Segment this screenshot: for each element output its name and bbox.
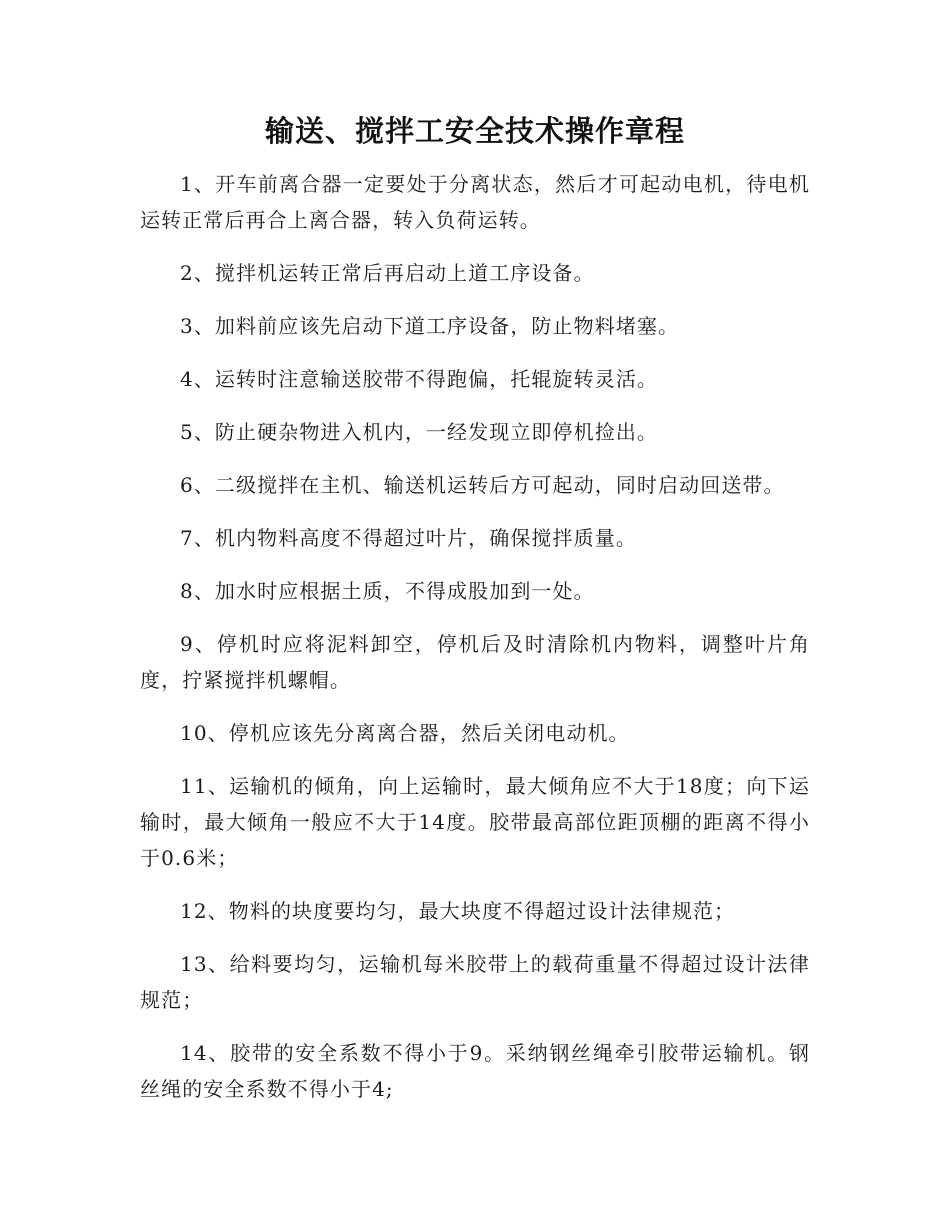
paragraph-7: 7、机内物料高度不得超过叶片，确保搅拌质量。 <box>180 526 637 550</box>
paragraph-1: 1、开车前离合器一定要处于分离状态，然后才可起动电机，待电机运转正常后再合上离合器，转入负荷运转。 <box>140 172 810 232</box>
paragraph-6: 6、二级搅拌在主机、输送机运转后方可起动，同时启动回送带。 <box>180 473 785 497</box>
document-title: 输送、搅拌工安全技术操作章程 <box>264 114 685 148</box>
paragraph-4: 4、运转时注意输送胶带不得跑偏，托辊旋转灵活。 <box>180 367 659 391</box>
document-page <box>140 108 810 1124</box>
paragraph-13: 13、给料要均匀，运输机每米胶带上的载荷重量不得超过设计法律规范； <box>140 952 810 1012</box>
paragraph-2: 2、搅拌机运转正常后再启动上道工序设备。 <box>180 261 595 285</box>
paragraph-11: 11、运输机的倾角，向上运输时，最大倾角应不大于18度；向下运输时，最大倾角一般应不大于14度。胶带最高部位距顶棚的距离不得小于0.6米； <box>140 774 810 870</box>
paragraph-5: 5、防止硬杂物进入机内，一经发现立即停机捡出。 <box>180 420 659 444</box>
paragraph-10: 10、停机应该先分离离合器，然后关闭电动机。 <box>180 721 630 745</box>
paragraph-9: 9、停机时应将泥料卸空，停机后及时清除机内物料，调整叶片角度，拧紧搅拌机螺帽。 <box>140 632 810 692</box>
paragraph-12: 12、物料的块度要均匀，最大块度不得超过设计法律规范； <box>180 899 736 923</box>
document-body <box>140 166 810 1107</box>
paragraph-8: 8、加水时应根据土质，不得成股加到一处。 <box>180 579 595 603</box>
paragraph-14: 14、胶带的安全系数不得小于9。采纳钢丝绳牵引胶带运输机。钢丝绳的安全系数不得小于4; <box>140 1041 810 1101</box>
paragraph-3: 3、加料前应该先启动下道工序设备，防止物料堵塞。 <box>180 314 680 338</box>
